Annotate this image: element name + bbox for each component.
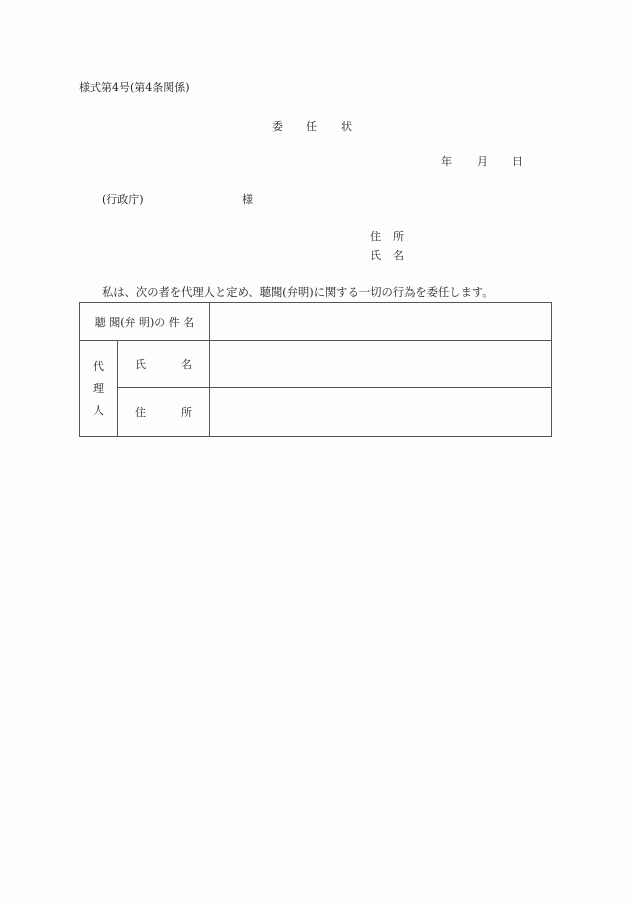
addressee: (行政庁) bbox=[102, 193, 144, 206]
agent-address-label bbox=[118, 388, 210, 437]
title-char: 任 bbox=[306, 120, 317, 133]
delegation-table bbox=[79, 302, 552, 437]
agent-name-label bbox=[118, 341, 210, 388]
applicant-name-label-2: 名 bbox=[393, 249, 404, 262]
label-char: 名 bbox=[181, 358, 192, 371]
agent-label-char: 理 bbox=[93, 381, 104, 395]
month-label: 月 bbox=[477, 155, 488, 168]
agent-address-field[interactable] bbox=[210, 388, 552, 437]
agent-label-char: 人 bbox=[93, 403, 104, 417]
title-char: 状 bbox=[341, 120, 352, 133]
agent-label-char: 代 bbox=[93, 359, 104, 373]
day-label: 日 bbox=[512, 155, 523, 168]
delegation-statement: 私は、次の者を代理人と定め、聴聞(弁明)に関する一切の行為を委任します。 bbox=[102, 286, 494, 299]
case-row bbox=[80, 303, 552, 341]
label-char: 所 bbox=[181, 406, 192, 419]
applicant-address-label-1: 住 bbox=[370, 230, 381, 243]
case-name-field[interactable] bbox=[210, 303, 552, 341]
year-label: 年 bbox=[441, 155, 452, 168]
form-number: 様式第4号(第4条関係) bbox=[79, 81, 190, 94]
applicant-address-label-2: 所 bbox=[393, 230, 404, 243]
agent-address-row bbox=[80, 388, 552, 437]
applicant-name-label-1: 氏 bbox=[370, 249, 381, 262]
honorific: 様 bbox=[242, 193, 253, 206]
title-char: 委 bbox=[272, 120, 283, 133]
label-char: 住 bbox=[135, 406, 146, 419]
agent-name-row bbox=[80, 341, 552, 388]
agent-name-field[interactable] bbox=[210, 341, 552, 388]
agent-label bbox=[80, 341, 118, 437]
label-char: 氏 bbox=[135, 358, 146, 371]
case-name-label: 聴 聞(弁 明)の 件 名 bbox=[80, 303, 210, 341]
